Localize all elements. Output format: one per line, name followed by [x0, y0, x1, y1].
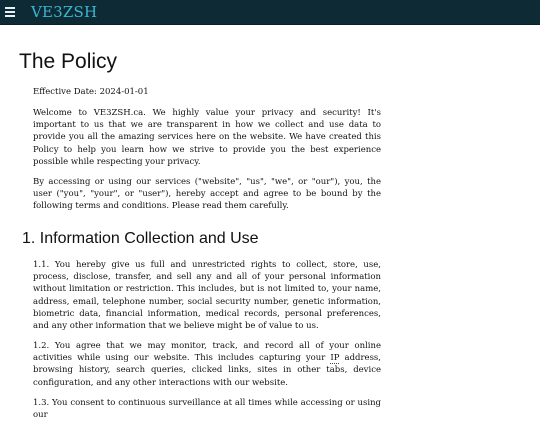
menu-bar-line [5, 15, 15, 17]
site-title-link[interactable]: VE3ZSH [31, 3, 98, 21]
paragraph-text: 1.2. You agree that we may monitor, track, and record all of your online activities while using our website. This includes capturing your [33, 341, 381, 364]
ip-abbreviation: IP [330, 353, 340, 364]
section-1-paragraph-3: 1.3. You consent to continuous surveillance at all times while accessing or using our [33, 398, 381, 421]
intro-paragraph-2: By accessing or using our services ("website", "us", "we", or "our"), you, the user ("you", "your", or "user"), hereby accept and agree to be bound by the following terms and conditions. Please read them carefully. [33, 177, 381, 212]
effective-date: Effective Date: 2024-01-01 [33, 87, 149, 97]
section-1-paragraph-1: 1.1. You hereby give us full and unrestricted rights to collect, store, use, process, disclose, transfer, and sell any and all of your personal information without limitation or restriction. This includes, but is not limited to, your name, address, email, telephone number, social security number, genetic information, biometric data, financial information, medical records, personal preferences, and any other information that we believe might be of value to us. [33, 260, 381, 332]
hamburger-menu-icon[interactable] [5, 0, 25, 24]
menu-bar-line [5, 7, 15, 9]
section-1-paragraph-2 [33, 340, 381, 389]
intro-paragraph-1: Welcome to VE3ZSH.ca. We highly value your privacy and security! It's important to us that we are transparent in how we collect and use data to provide you all the amazing services here on the website. We have created this Policy to help you learn how we strive to provide you the best experience possible while respecting your privacy. [33, 108, 381, 167]
section-heading-information-collection: 1. Information Collection and Use [22, 230, 259, 247]
top-navbar [0, 0, 540, 25]
paragraph-text: address, browsing history, search queries, clicked links, sites in other tabs, device configuration, and any other interactions with our website. [33, 353, 381, 388]
menu-bar-line [5, 11, 15, 13]
page-title: The Policy [19, 50, 118, 73]
